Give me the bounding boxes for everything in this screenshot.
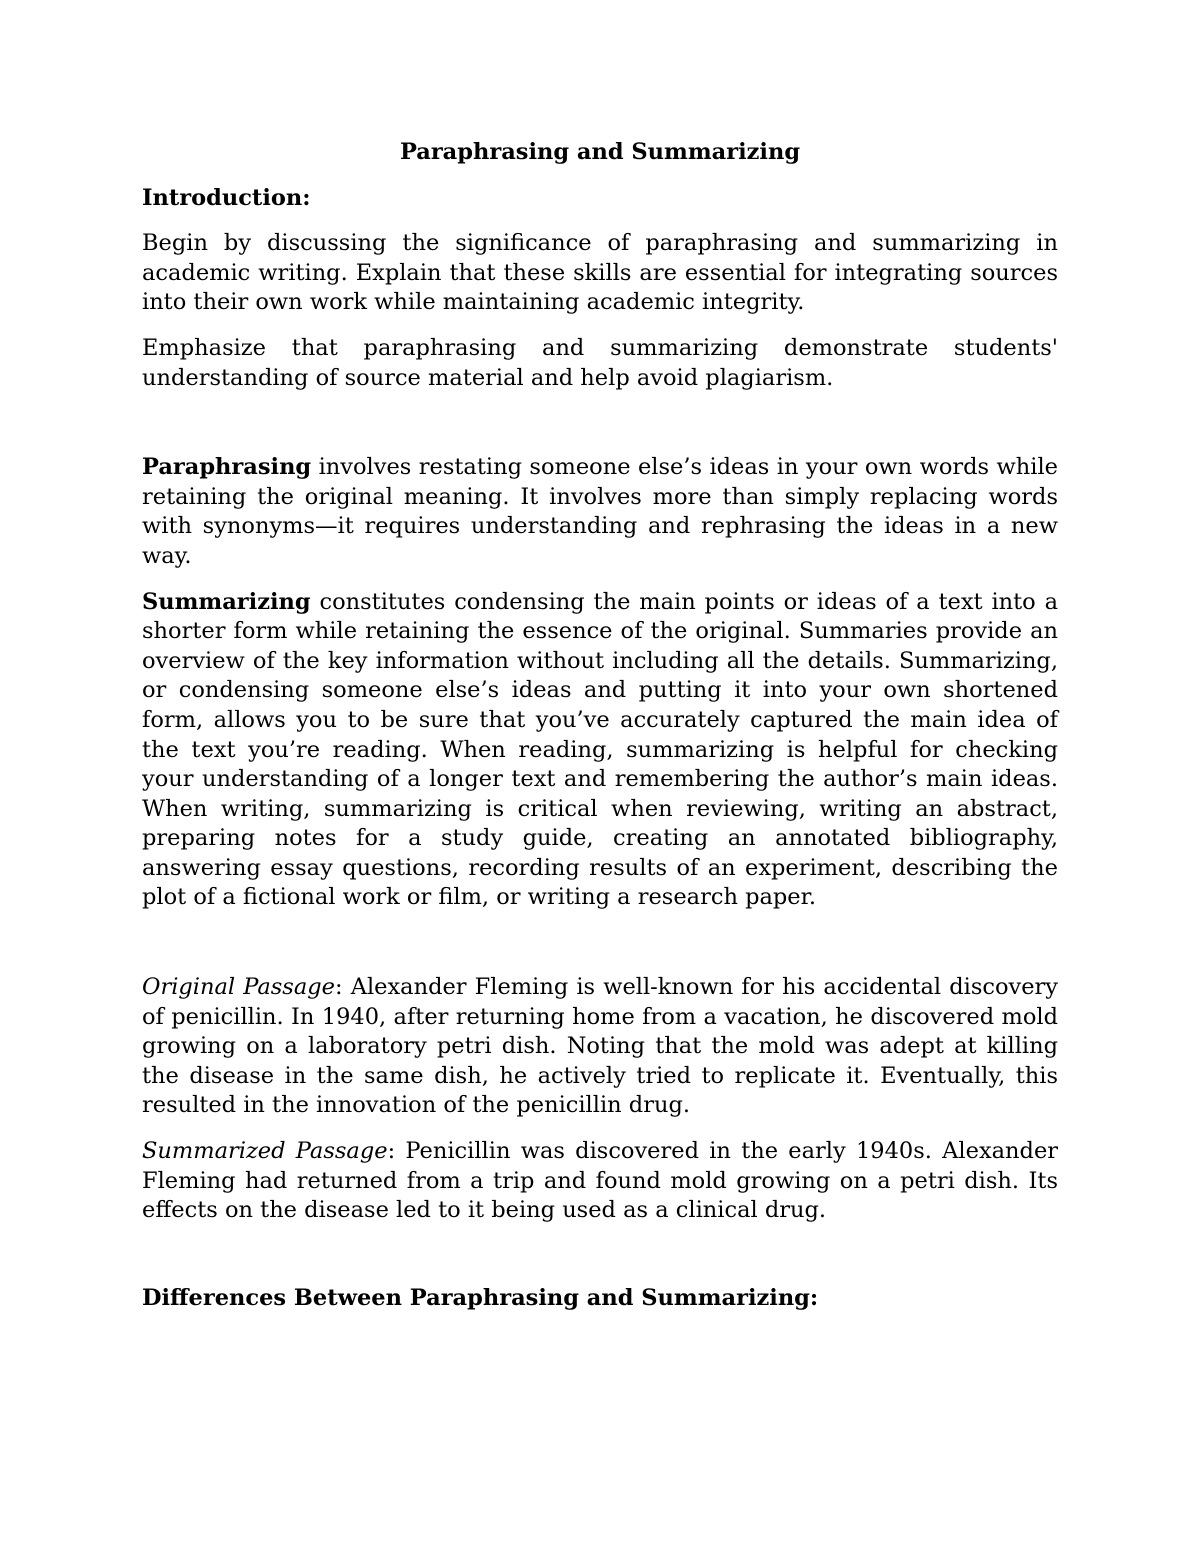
summarizing-paragraph: [142, 588, 1058, 914]
summarized-passage-separator: :: [387, 1138, 406, 1165]
introduction-paragraph-1: Begin by discussing the significance of paraphrasing and summarizing in academic writing. Explain that these skills are essential for integrating sources into their own work while maintaining academic integrity.: [142, 230, 1058, 316]
paraphrasing-paragraph: [142, 453, 1058, 571]
summarized-passage-label: Summarized Passage: [142, 1138, 388, 1165]
blank-line: [142, 929, 1058, 973]
paraphrasing-term: Paraphrasing: [142, 454, 312, 481]
differences-heading: Differences Between Paraphrasing and Summarizing:: [142, 1284, 819, 1311]
blank-line: [142, 1242, 1058, 1284]
document-page: [142, 138, 1058, 1329]
introduction-heading: Introduction:: [142, 184, 311, 211]
document-title: Paraphrasing and Summarizing: [399, 139, 801, 165]
original-passage-text: Alexander Fleming is well-known for his accidental discovery of penicillin. In 1940, after returning home from a vacation, he discovered mold growing on a laboratory petri dish. Noting that the mold was adept at killing the disease in the same dish, he actively tried to replicate it. Eventually, this resulted in the innovation of the penicillin drug.: [142, 974, 1059, 1119]
summarizing-definition: constitutes condensing the main points or ideas of a text into a shorter form while retaining the essence of the original. Summaries provide an overview of the key information without including all the details. Summarizing, or condensing someone else’s ideas and putting it into your own shortened form, allows you to be sure that you’ve accurately captured the main idea of the text you’re reading. When reading, summarizing is helpful for checking your understanding of a longer text and remembering the author’s main ideas. When writing, summarizing is critical when reviewing, writing an abstract, preparing notes for a study guide, creating an annotated bibliography, answering essay questions, recording results of an experiment, describing the plot of a fictional work or film, or writing a research paper.: [142, 588, 1058, 911]
paraphrasing-definition: involves restating someone else’s ideas in your own words while retaining the original meaning. It involves more than simply replacing words with synonyms—it requires understanding and rephrasing the ideas in a new way.: [142, 454, 1058, 569]
summarizing-term: Summarizing: [142, 588, 311, 615]
blank-line: [142, 409, 1058, 453]
original-passage-paragraph: [142, 973, 1058, 1121]
original-passage-label: Original Passage: [142, 974, 335, 1001]
original-passage-separator: :: [335, 974, 351, 1001]
summarized-passage-paragraph: [142, 1137, 1058, 1226]
summarized-passage-text: Penicillin was discovered in the early 1940s. Alexander Fleming had returned from a trip and found mold growing on a petri dish. Its effects on the disease led to it being used as a clinical drug.: [142, 1138, 1059, 1224]
introduction-paragraph-2: Emphasize that paraphrasing and summarizing demonstrate students' understanding of source material and help avoid plagiarism.: [142, 334, 1058, 391]
